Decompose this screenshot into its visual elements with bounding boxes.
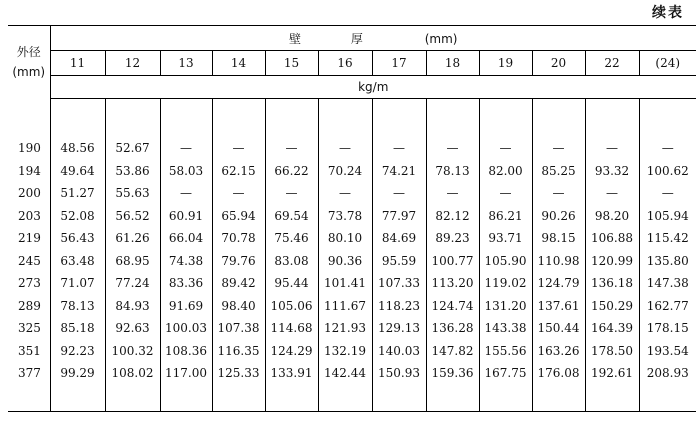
weight-cell: 99.29 <box>50 362 105 385</box>
weight-cell: 113.20 <box>426 272 479 295</box>
thickness-header-cell: 19 <box>479 51 532 76</box>
blank-cell <box>50 385 105 412</box>
table-row <box>8 340 696 363</box>
weight-cell: 95.44 <box>265 272 318 295</box>
weight-cell: 58.03 <box>160 160 212 183</box>
weight-cell: 60.91 <box>160 205 212 228</box>
blank-cell <box>479 385 532 412</box>
weight-cell: 93.71 <box>479 227 532 250</box>
weight-cell: — <box>318 137 372 160</box>
weight-cell: — <box>661 141 674 156</box>
weight-cell: 105.06 <box>265 295 318 318</box>
wall-unit: (mm) <box>424 31 458 46</box>
weight-cell: 131.20 <box>479 295 532 318</box>
weight-cell: 71.07 <box>50 272 105 295</box>
weight-cell: 105.90 <box>479 250 532 273</box>
weight-cell: 85.18 <box>50 317 105 340</box>
weight-cell: 178.50 <box>585 340 639 363</box>
table-row <box>8 205 696 228</box>
outer-diameter-cell: 194 <box>8 160 50 183</box>
weight-cell: 106.88 <box>585 227 639 250</box>
weight-cell: 105.94 <box>646 208 689 223</box>
weight-cell: 92.23 <box>50 340 105 363</box>
blank-cell <box>585 99 639 138</box>
outer-diameter-cell: 351 <box>8 340 50 363</box>
weight-cell: 63.48 <box>50 250 105 273</box>
weight-cell: — <box>532 182 585 205</box>
blank-cell <box>585 385 639 412</box>
weight-cell: 150.29 <box>585 295 639 318</box>
blank-cell <box>426 99 479 138</box>
table-body <box>8 99 696 412</box>
weight-cell: 155.56 <box>479 340 532 363</box>
weight-cell: 61.26 <box>105 227 160 250</box>
outer-diameter-label: 外径 <box>16 45 41 59</box>
weight-cell: 107.38 <box>212 317 265 340</box>
weight-cell: 98.20 <box>585 205 639 228</box>
thickness-header-cell: 18 <box>426 51 479 76</box>
weight-cell: — <box>479 182 532 205</box>
weight-cell: 49.64 <box>50 160 105 183</box>
tail-row <box>8 385 696 412</box>
outer-diameter-cell: 245 <box>8 250 50 273</box>
weight-cell: 73.78 <box>318 205 372 228</box>
spacer-row <box>8 99 696 138</box>
outer-diameter-cell: 377 <box>8 362 50 385</box>
weight-cell: 82.12 <box>426 205 479 228</box>
weight-cell: 78.13 <box>426 160 479 183</box>
weight-cell: 92.63 <box>105 317 160 340</box>
thickness-header-cell: 14 <box>212 51 265 76</box>
weight-cell: 163.26 <box>532 340 585 363</box>
weight-cell: — <box>372 137 426 160</box>
thickness-header-cell: 15 <box>265 51 318 76</box>
weight-cell: 208.93 <box>646 366 689 381</box>
weight-cell: 121.93 <box>318 317 372 340</box>
thickness-header-cell: 12 <box>105 51 160 76</box>
weight-cell: 84.93 <box>105 295 160 318</box>
weight-cell: 78.13 <box>50 295 105 318</box>
thickness-header-row <box>8 51 696 76</box>
weight-cell: 147.38 <box>646 276 689 291</box>
table-row <box>8 250 696 273</box>
outer-diameter-cell: 273 <box>8 272 50 295</box>
blank-cell <box>426 385 479 412</box>
outer-diameter-cell: 200 <box>8 182 50 205</box>
table-row <box>8 272 696 295</box>
weight-cell: 150.93 <box>372 362 426 385</box>
weight-cell: 51.27 <box>50 182 105 205</box>
blank-cell <box>372 385 426 412</box>
weight-cell: 124.29 <box>265 340 318 363</box>
weight-cell: 176.08 <box>532 362 585 385</box>
blank-cell <box>479 99 532 138</box>
weight-cell: 108.02 <box>105 362 160 385</box>
weight-cell: 117.00 <box>160 362 212 385</box>
weight-cell: 74.38 <box>160 250 212 273</box>
weight-cell: 100.62 <box>646 163 689 178</box>
weight-cell: 83.36 <box>160 272 212 295</box>
weight-cell: 142.44 <box>318 362 372 385</box>
weight-cell: 110.98 <box>532 250 585 273</box>
weight-cell: 56.43 <box>50 227 105 250</box>
weight-cell: 137.61 <box>532 295 585 318</box>
weight-cell: 69.54 <box>265 205 318 228</box>
weight-cell: 162.77 <box>646 298 689 313</box>
weight-cell: 135.80 <box>646 253 689 268</box>
weight-cell: 136.18 <box>585 272 639 295</box>
weight-cell: 52.08 <box>50 205 105 228</box>
blank-cell <box>160 385 212 412</box>
weight-cell: 119.02 <box>479 272 532 295</box>
weight-cell: 120.99 <box>585 250 639 273</box>
weight-cell: 82.00 <box>479 160 532 183</box>
weight-cell: 66.04 <box>160 227 212 250</box>
steel-pipe-weight-table <box>8 25 696 412</box>
weight-cell: 100.32 <box>105 340 160 363</box>
weight-cell: — <box>265 182 318 205</box>
weight-cell: 89.42 <box>212 272 265 295</box>
table-row <box>8 227 696 250</box>
weight-cell: 70.24 <box>318 160 372 183</box>
thickness-header-cell: (24) <box>639 51 696 76</box>
weight-cell: 100.03 <box>160 317 212 340</box>
table-caption: 续表 <box>652 5 684 21</box>
weight-cell: 150.44 <box>532 317 585 340</box>
thickness-header-cell: 16 <box>318 51 372 76</box>
weight-cell: 90.36 <box>318 250 372 273</box>
blank-cell <box>212 99 265 138</box>
table-row <box>8 362 696 385</box>
weight-cell: — <box>532 137 585 160</box>
blank-cell <box>639 99 696 138</box>
weight-cell: 52.67 <box>105 137 160 160</box>
weight-cell: 178.15 <box>646 321 689 336</box>
blank-cell <box>532 99 585 138</box>
weight-cell: 193.54 <box>646 343 689 358</box>
table-row <box>8 317 696 340</box>
weight-cell: 91.69 <box>160 295 212 318</box>
weight-cell: — <box>479 137 532 160</box>
blank-cell <box>50 99 105 138</box>
blank-cell <box>265 99 318 138</box>
weight-cell: 48.56 <box>50 137 105 160</box>
weight-cell: 116.35 <box>212 340 265 363</box>
blank-cell <box>265 385 318 412</box>
weight-cell: — <box>661 186 674 201</box>
weight-cell: 140.03 <box>372 340 426 363</box>
blank-cell <box>639 385 696 412</box>
weight-cell: 124.74 <box>426 295 479 318</box>
weight-cell: 80.10 <box>318 227 372 250</box>
weight-cell: — <box>426 137 479 160</box>
weight-cell: — <box>372 182 426 205</box>
thickness-header-cell: 13 <box>160 51 212 76</box>
weight-cell: 74.21 <box>372 160 426 183</box>
outer-diameter-cell: 289 <box>8 295 50 318</box>
table-row <box>8 137 696 160</box>
weight-cell: 167.75 <box>479 362 532 385</box>
blank-cell <box>105 385 160 412</box>
weight-cell: 107.33 <box>372 272 426 295</box>
thickness-header-cell: 11 <box>50 51 105 76</box>
blank-cell <box>532 385 585 412</box>
weight-cell: 53.86 <box>105 160 160 183</box>
weight-cell: — <box>585 137 639 160</box>
outer-diameter-cell: 219 <box>8 227 50 250</box>
weight-cell: 125.33 <box>212 362 265 385</box>
wall-char-2: 厚 <box>350 31 363 46</box>
weight-cell: 65.94 <box>212 205 265 228</box>
wall-thickness-header <box>50 26 696 51</box>
weight-cell: 143.38 <box>479 317 532 340</box>
weight-cell: 98.15 <box>532 227 585 250</box>
blank-cell <box>318 385 372 412</box>
blank-cell <box>105 99 160 138</box>
weight-cell: 77.97 <box>372 205 426 228</box>
outer-diameter-header <box>8 26 50 99</box>
weight-cell: 68.95 <box>105 250 160 273</box>
weight-cell: 129.13 <box>372 317 426 340</box>
weight-cell: 108.36 <box>160 340 212 363</box>
weight-cell: 89.23 <box>426 227 479 250</box>
outer-diameter-cell: 325 <box>8 317 50 340</box>
table-row <box>8 295 696 318</box>
weight-cell: — <box>212 182 265 205</box>
weight-cell: 66.22 <box>265 160 318 183</box>
weight-cell: 84.69 <box>372 227 426 250</box>
blank-cell <box>8 385 50 412</box>
weight-cell: 101.41 <box>318 272 372 295</box>
outer-diameter-cell: 203 <box>8 205 50 228</box>
weight-cell: 70.78 <box>212 227 265 250</box>
weight-cell: — <box>426 182 479 205</box>
weight-cell: 192.61 <box>585 362 639 385</box>
weight-cell: 133.91 <box>265 362 318 385</box>
blank-cell <box>8 99 50 138</box>
weight-cell: — <box>585 182 639 205</box>
weight-cell: 90.26 <box>532 205 585 228</box>
weight-cell: 98.40 <box>212 295 265 318</box>
weight-cell: 75.46 <box>265 227 318 250</box>
blank-cell <box>212 385 265 412</box>
weight-cell: 111.67 <box>318 295 372 318</box>
weight-cell: 56.52 <box>105 205 160 228</box>
weight-cell: 136.28 <box>426 317 479 340</box>
weight-cell: 118.23 <box>372 295 426 318</box>
table-row <box>8 160 696 183</box>
weight-cell: — <box>212 137 265 160</box>
weight-cell: 77.24 <box>105 272 160 295</box>
weight-cell: 132.19 <box>318 340 372 363</box>
blank-cell <box>372 99 426 138</box>
blank-cell <box>318 99 372 138</box>
blank-cell <box>160 99 212 138</box>
thickness-header-cell: 22 <box>585 51 639 76</box>
weight-cell: — <box>265 137 318 160</box>
weight-cell: — <box>318 182 372 205</box>
weight-cell: 85.25 <box>532 160 585 183</box>
wall-char-1: 壁 <box>289 31 302 46</box>
weight-cell: 86.21 <box>479 205 532 228</box>
weight-cell: 100.77 <box>426 250 479 273</box>
weight-cell: 114.68 <box>265 317 318 340</box>
weight-cell: 95.59 <box>372 250 426 273</box>
weight-cell: 79.76 <box>212 250 265 273</box>
weight-cell: 164.39 <box>585 317 639 340</box>
weight-cell: 159.36 <box>426 362 479 385</box>
weight-cell: 93.32 <box>585 160 639 183</box>
thickness-header-cell: 20 <box>532 51 585 76</box>
weight-cell: 115.42 <box>646 231 689 246</box>
thickness-header-cell: 17 <box>372 51 426 76</box>
weight-cell: — <box>160 137 212 160</box>
outer-diameter-cell: 190 <box>8 137 50 160</box>
table-row <box>8 182 696 205</box>
weight-cell: 55.63 <box>105 182 160 205</box>
outer-diameter-unit: (mm) <box>12 65 46 79</box>
weight-cell: — <box>160 182 212 205</box>
weight-cell: 83.08 <box>265 250 318 273</box>
weight-cell: 124.79 <box>532 272 585 295</box>
weight-cell: 62.15 <box>212 160 265 183</box>
weight-unit-header: kg/m <box>50 76 696 99</box>
weight-cell: 147.82 <box>426 340 479 363</box>
